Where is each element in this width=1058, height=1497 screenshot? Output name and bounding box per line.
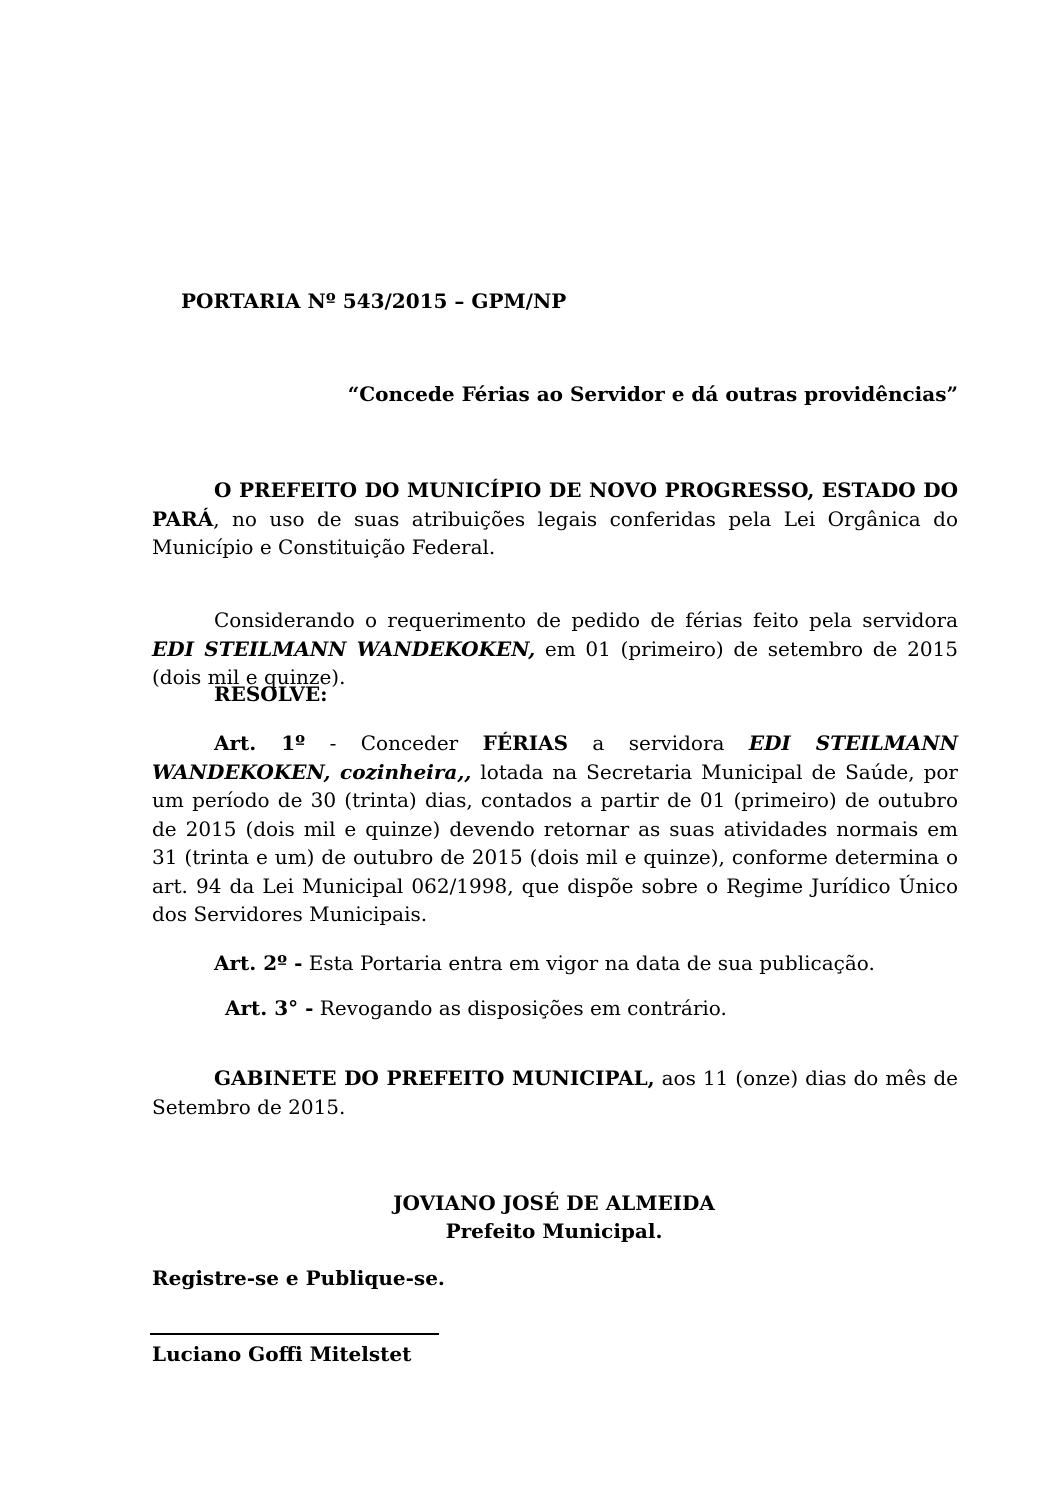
- article-2-paragraph: [152, 949, 958, 978]
- article-2-label: Art. 2º -: [214, 951, 303, 975]
- signature-block: [304, 1189, 804, 1245]
- considerando-servant-name: EDI STEILMANN WANDEKOKEN,: [152, 636, 536, 661]
- considerando-text-before: Considerando o requerimento de pedido de férias feito pela servidora: [214, 608, 958, 632]
- signatory-name: JOVIANO JOSÉ DE ALMEIDA: [393, 1191, 715, 1215]
- article-1-servant-name: EDI STEILMANN WANDEKOKEN, cozinheira,,: [152, 731, 959, 784]
- preamble-text: , no uso de suas atribuições legais conferidas pela Lei Orgânica do Município e Constituição Federal.: [152, 506, 958, 559]
- article-3-paragraph: [152, 994, 958, 1023]
- preamble-authority: O PREFEITO DO MUNICÍPIO DE NOVO PROGRESSO, ESTADO DO PARÁ: [152, 478, 958, 531]
- signatory-role: Prefeito Municipal.: [445, 1219, 663, 1243]
- considerando-paragraph: [152, 606, 958, 692]
- signature-line: [150, 1333, 439, 1335]
- closing-text: aos 11 (onze) dias do mês de Setembro de 2015.: [152, 1066, 959, 1119]
- article-1-text-3: lotada na Secretaria Municipal de Saúde, por um período de 30 (trinta) dias, contados a partir de 01 (primeiro) de outubro de 2015 (dois mil e quinze) devendo retornar as suas atividades normais em 31 (trinta e um) de outubro de 2015 (dois mil e quinze), conforme determina o art. 94 da Lei Municipal 062/1998, que dispõe sobre o Regime Jurídico Único dos Servidores Municipais.: [152, 759, 958, 926]
- article-1-text-1: - Conceder: [305, 731, 483, 755]
- article-1-paragraph: [152, 729, 958, 929]
- article-1-text-2: a servidora: [568, 731, 749, 755]
- article-1-ferias: FÉRIAS: [482, 731, 569, 755]
- secretary-name: Luciano Goffi Mitelstet: [152, 1342, 412, 1366]
- considerando-text-after: em 01 (primeiro) de setembro de 2015 (dois mil e quinze).: [152, 636, 958, 689]
- register-publish-note: Registre-se e Publique-se.: [152, 1266, 445, 1290]
- article-3-label: Art. 3° -: [225, 996, 314, 1020]
- closing-paragraph: [152, 1064, 958, 1121]
- resolve-heading: RESOLVE:: [214, 682, 328, 706]
- closing-office: GABINETE DO PREFEITO MUNICIPAL,: [214, 1066, 655, 1090]
- article-2-text: Esta Portaria entra em vigor na data de sua publicação.: [302, 951, 875, 975]
- preamble-paragraph: [152, 476, 958, 562]
- document-title: PORTARIA Nº 543/2015 – GPM/NP: [181, 289, 567, 313]
- article-3-text: Revogando as disposições em contrário.: [313, 996, 727, 1020]
- document-ementa: “Concede Férias ao Servidor e dá outras providências”: [347, 382, 958, 406]
- article-1-label: Art. 1º: [214, 731, 306, 755]
